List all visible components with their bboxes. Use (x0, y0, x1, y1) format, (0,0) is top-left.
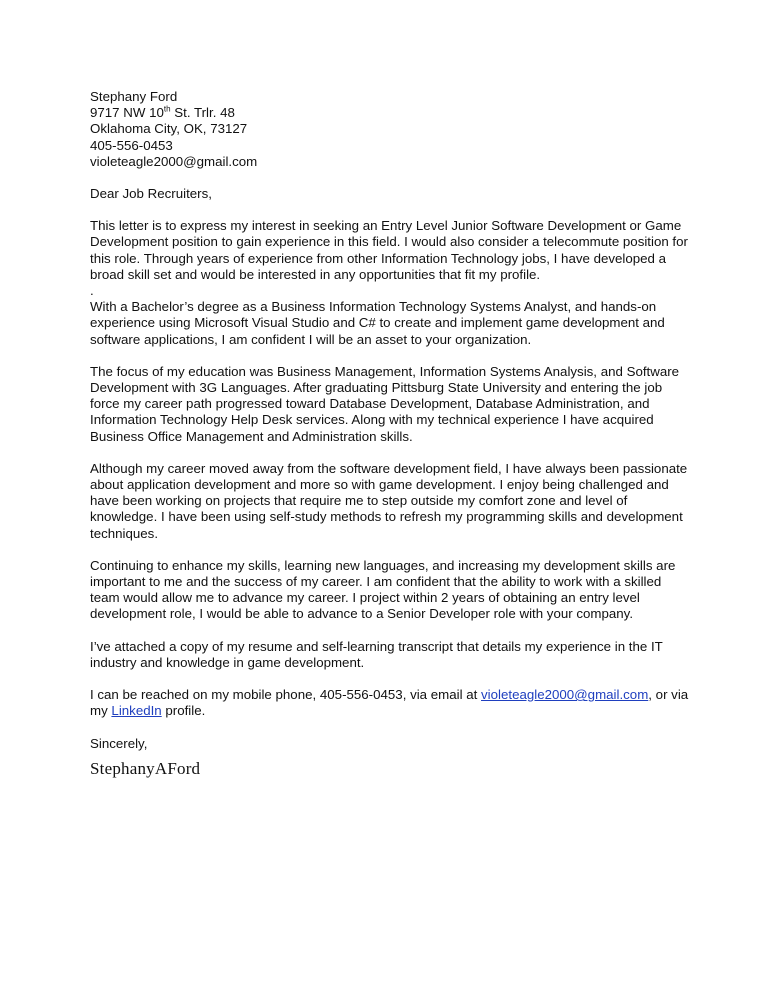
signature: StephanyAFord (90, 758, 201, 778)
sender-street (90, 105, 690, 121)
contact-text-end: profile. (161, 703, 206, 719)
street-rest: St. Trlr. 48 (170, 105, 235, 121)
paragraph-degree: With a Bachelor’s degree as a Business Information Technology Systems Analyst, and hands-on experience using Microsoft Visual Studio and C# to create and implement game development and software applications, I am confident I will be an asset to your organization. (90, 299, 665, 347)
sender-address (90, 89, 690, 170)
contact-text-start: I can be reached on my mobile phone, 405-556-0453, via email at (90, 687, 482, 703)
paragraph-career: Although my career moved away from the software development field, I have always been passionate about application development and more so with game development. I enjoy being challenged and have been working on projects that require me to step outside my comfort zone and level of knowledge. I have been using self-study methods to refresh my programming skills and development techniques. (90, 460, 688, 541)
street-number: 9717 NW 10 (90, 105, 164, 121)
sender-name: Stephany Ford (90, 89, 178, 104)
paragraph-education: The focus of my education was Business Management, Information Systems Analysis, and Software Development with 3G Languages. After graduating Pittsburg State University and entering the job force my career path progressed toward Database Development, Database Administration, and Information Technology Help Desk services. Along with my technical experience I have acquired Business Office Management and Administration skills. (90, 363, 680, 444)
email-link[interactable]: violeteagle2000@gmail.com (481, 687, 649, 703)
paragraph-goals: Continuing to enhance my skills, learning new languages, and increasing my development skills are important to me and the success of my career. I am confident that the ability to work with a skilled team would allow me to advance my career. I project within 2 years of obtaining an entry level development role, I would be able to advance to a Senior Developer role with your company. (90, 557, 676, 622)
sender-email: violeteagle2000@gmail.com (90, 153, 258, 169)
paragraph-contact (90, 687, 690, 719)
paragraph-attachments: I’ve attached a copy of my resume and self-learning transcript that details my experience in the IT industry and knowledge in game development. (90, 638, 663, 670)
closing: Sincerely, (90, 735, 148, 751)
letter-body (90, 89, 690, 779)
sender-phone: 405-556-0453 (90, 137, 173, 153)
sender-city: Oklahoma City, OK, 73127 (90, 121, 248, 137)
stray-period: . (90, 283, 94, 299)
linkedin-link[interactable]: LinkedIn (111, 703, 162, 719)
paragraph-interest: This letter is to express my interest in seeking an Entry Level Junior Software Development or Game Development position to gain experience in this field. I would also consider a telecommute position for this role. Through years of experience from other Information Technology jobs, I have developed a broad skill set and would be interested in any opportunities that fit my profile. (90, 218, 688, 282)
contact-text-middle: , or via my (90, 687, 689, 719)
greeting: Dear Job Recruiters, (90, 186, 212, 202)
street-suffix: th (163, 104, 171, 114)
